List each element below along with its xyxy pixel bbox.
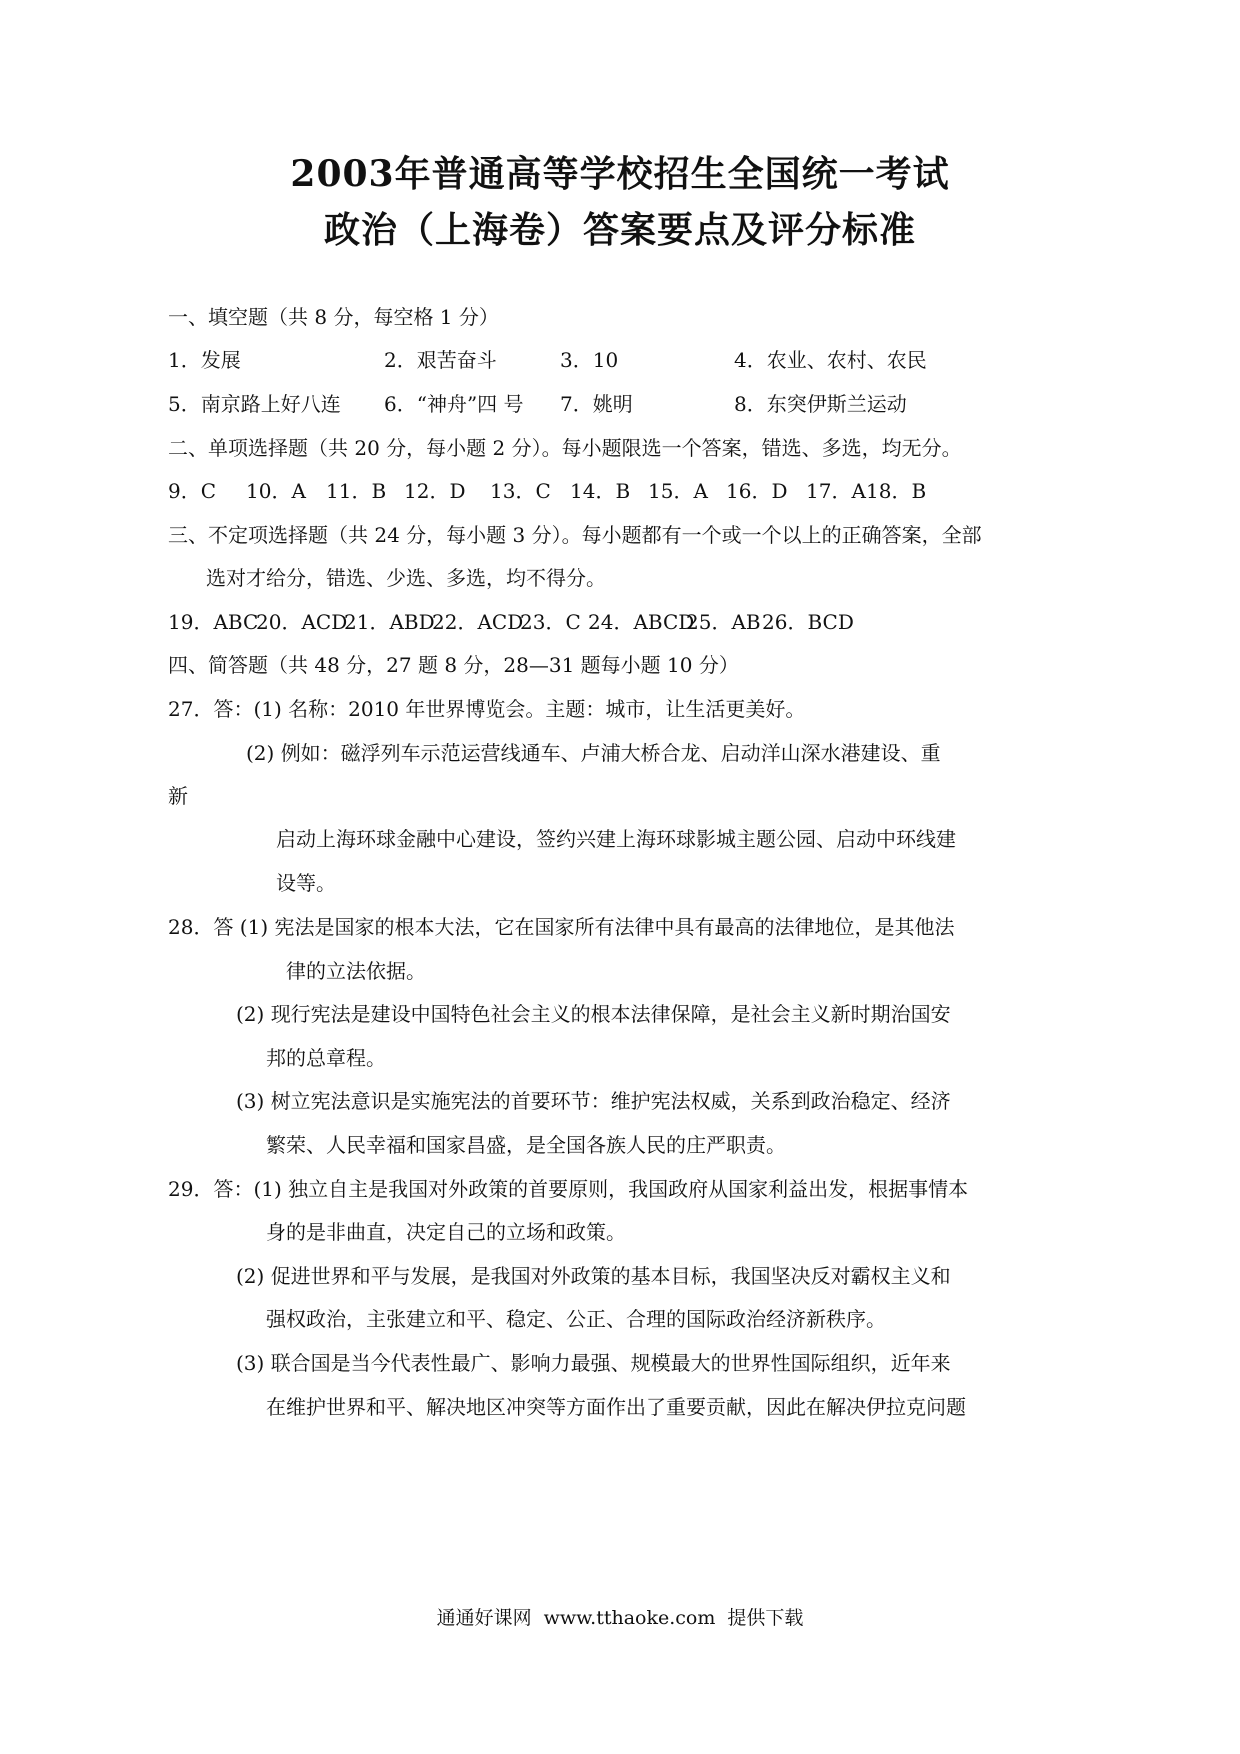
q27-line: 启动上海环球金融中心建设，签约兴建上海环球影城主题公园、启动中环线建: [276, 827, 956, 851]
answer-9: 9．C: [168, 479, 217, 503]
answer-26: 26．BCD: [762, 610, 854, 634]
answer-16: 16．D: [726, 479, 788, 503]
q29-line: (2) 促进世界和平与发展，是我国对外政策的基本目标，我国坚决反对霸权主义和: [236, 1264, 951, 1288]
answer-15: 15．A: [648, 479, 708, 503]
q29-line: 在维护世界和平、解决地区冲突等方面作出了重要贡献，因此在解决伊拉克问题: [266, 1395, 966, 1419]
answer-13: 13．C: [490, 479, 551, 503]
answer-22: 22．ACD: [432, 610, 524, 634]
q27-line: 27．答：(1) 名称：2010 年世界博览会。主题：城市，让生活更美好。: [168, 697, 806, 721]
answer-2: 2．艰苦奋斗: [384, 348, 497, 372]
q29-line: (3) 联合国是当今代表性最广、影响力最强、规模最大的世界性国际组织，近年来: [236, 1351, 951, 1375]
section2-heading: 二、单项选择题（共 20 分，每小题 2 分）。每小题限选一个答案，错选、多选，均无分。: [168, 436, 962, 460]
q27-line: 新: [168, 784, 188, 808]
answer-25: 25．AB: [686, 610, 761, 634]
answer-24: 24．ABCD: [588, 610, 695, 634]
answer-18: 18．B: [866, 479, 927, 503]
answer-23: 23．C: [520, 610, 581, 634]
q28-line: (2) 现行宪法是建设中国特色社会主义的根本法律保障，是社会主义新时期治国安: [236, 1002, 951, 1026]
q28-line: 邦的总章程。: [266, 1046, 386, 1070]
q27-line: (2) 例如：磁浮列车示范运营线通车、卢浦大桥合龙、启动洋山深水港建设、重: [246, 741, 941, 765]
footer-suffix: 提供下载: [727, 1607, 804, 1629]
page-title: 2003年普通高等学校招生全国统一考试: [290, 153, 950, 195]
q28-line: 28．答 (1) 宪法是国家的根本大法，它在国家所有法律中具有最高的法律地位，是其他法: [168, 915, 955, 939]
answer-19: 19．ABC: [168, 610, 259, 634]
answer-12: 12．D: [404, 479, 466, 503]
q28-line: 律的立法依据。: [286, 959, 426, 983]
section4-heading: 四、简答题（共 48 分，27 题 8 分，28—31 题每小题 10 分）: [168, 653, 739, 677]
answer-14: 14．B: [570, 479, 631, 503]
section3-heading: 三、不定项选择题（共 24 分，每小题 3 分）。每小题都有一个或一个以上的正确答案，全部: [168, 523, 982, 547]
footer-site-name: 通通好课网: [436, 1607, 532, 1629]
answer-4: 4．农业、农村、农民: [734, 348, 927, 372]
section3-heading-cont: 选对才给分，错选、少选、多选，均不得分。: [206, 566, 606, 590]
answer-6: 6．“神舟”四 号: [384, 392, 524, 416]
q29-line: 身的是非曲直，决定自己的立场和政策。: [266, 1220, 626, 1244]
answer-21: 21．ABD: [344, 610, 435, 634]
answer-3: 3．10: [560, 348, 619, 372]
answer-1: 1．发展: [168, 348, 241, 372]
answer-5: 5．南京路上好八连: [168, 392, 341, 416]
answer-7: 7．姚明: [560, 392, 633, 416]
q27-line: 设等。: [276, 871, 336, 895]
q28-line: (3) 树立宪法意识是实施宪法的首要环节：维护宪法权威，关系到政治稳定、经济: [236, 1089, 951, 1113]
answer-10: 10．A: [246, 479, 306, 503]
answer-8: 8．东突伊斯兰运动: [734, 392, 907, 416]
answer-17: 17．A: [806, 479, 866, 503]
page-subtitle: 政治（上海卷）答案要点及评分标准: [323, 209, 916, 251]
page-footer: [0, 1603, 1240, 1630]
q29-line: 强权政治，主张建立和平、稳定、公正、合理的国际政治经济新秩序。: [266, 1307, 886, 1331]
q29-line: 29．答：(1) 独立自主是我国对外政策的首要原则，我国政府从国家利益出发，根据事情本: [168, 1177, 969, 1201]
answer-20: 20．ACD: [256, 610, 348, 634]
q28-line: 繁荣、人民幸福和国家昌盛，是全国各族人民的庄严职责。: [266, 1133, 786, 1157]
footer-url[interactable]: www.tthaoke.com: [543, 1607, 716, 1629]
section1-heading: 一、填空题（共 8 分，每空格 1 分）: [168, 305, 499, 329]
answer-11: 11．B: [326, 479, 387, 503]
